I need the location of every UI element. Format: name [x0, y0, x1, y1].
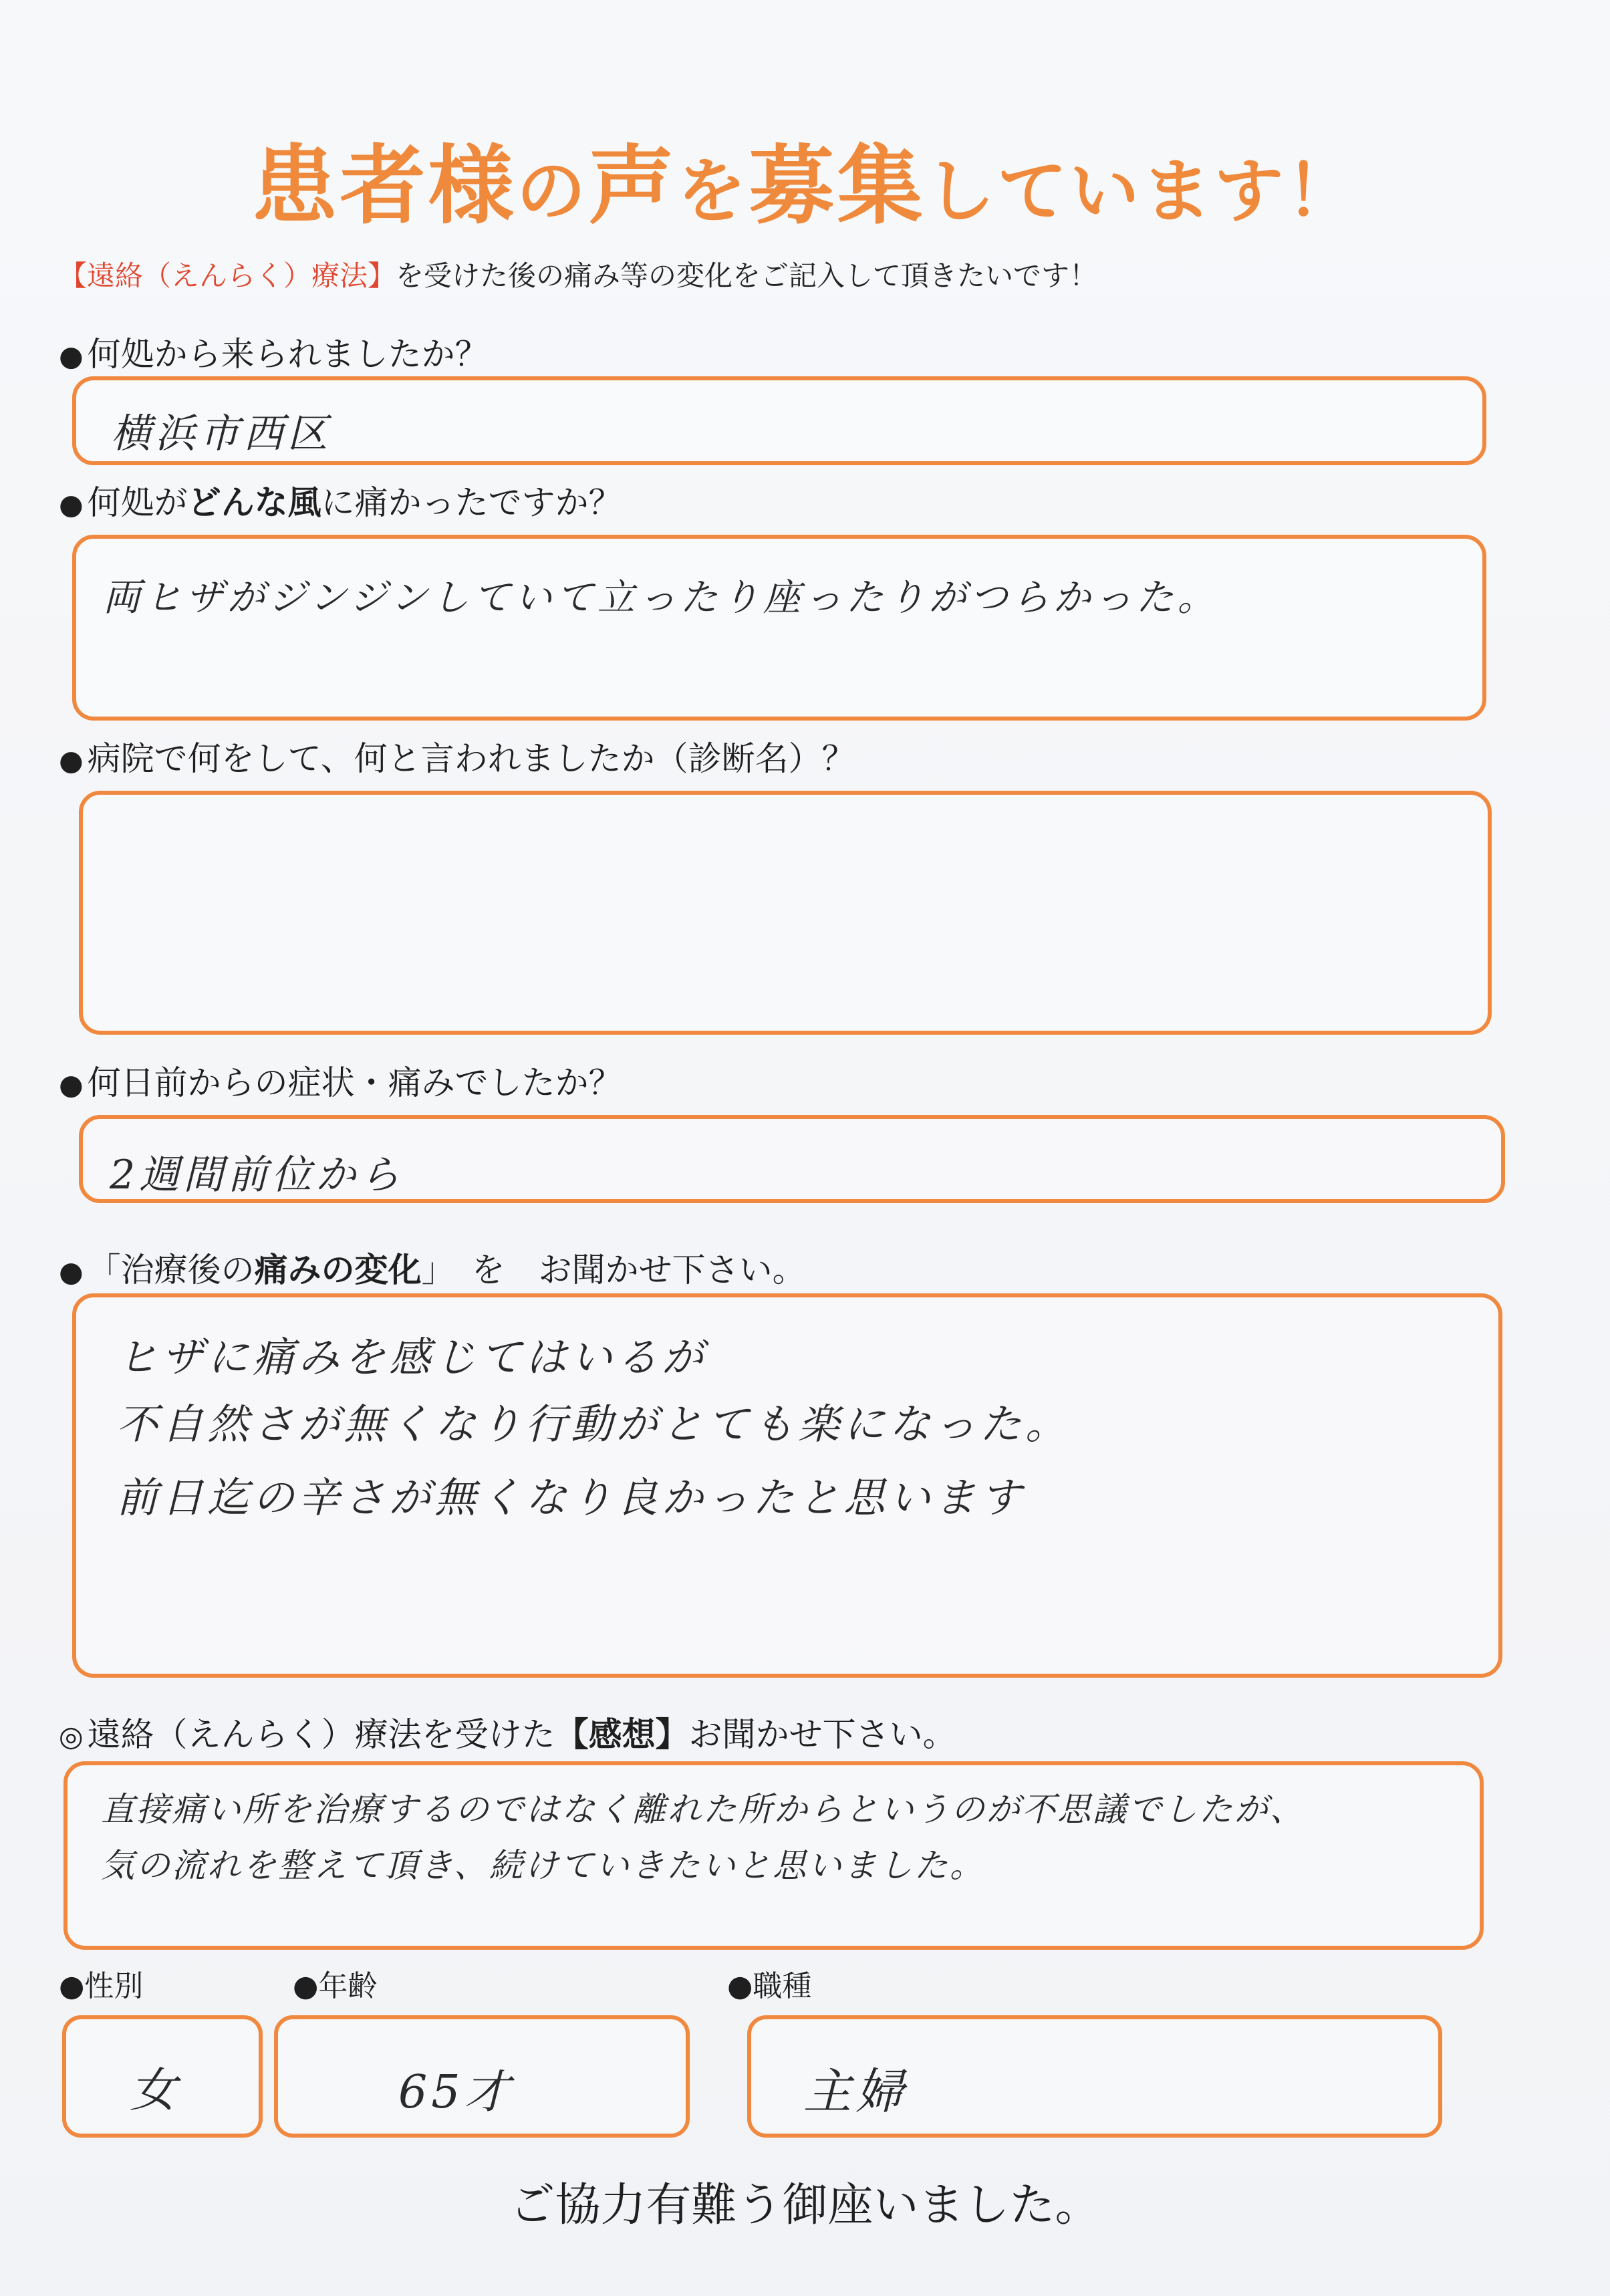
answer-box-diagnosis[interactable]	[79, 791, 1492, 1035]
subtitle-text: を受けた後の痛み等の変化をご記入して頂きたいです！	[396, 259, 1098, 292]
bullet: ●	[59, 1255, 84, 1288]
answer-line: 気の流れを整えて頂き、続けていきたいと思いました。	[101, 1846, 985, 1885]
gender-label	[59, 1962, 143, 2005]
answer-line: ヒザに痛みを感じてはいるが	[116, 1333, 708, 1382]
bullet: ◎	[59, 1720, 84, 1753]
question-label-emphasis: どんな風	[187, 483, 321, 522]
gender-value: 女	[130, 2063, 180, 2118]
age-value: 65才	[398, 2066, 514, 2119]
subtitle	[59, 254, 1097, 294]
answer-line: 不自然さが無くなり行動がとても楽になった。	[116, 1400, 1071, 1448]
question-onset	[59, 1056, 622, 1104]
question-origin	[59, 328, 489, 376]
answer-box-pain-change[interactable]	[72, 1293, 1502, 1678]
question-label: 何日前からの症状・痛みでしたか？	[87, 1063, 622, 1102]
job-label	[727, 1962, 811, 2005]
answer-text: 2週間前位から	[110, 1152, 404, 1198]
question-label: お聞かせ下さい。	[688, 1715, 956, 1754]
question-label: 何処から来られましたか？	[87, 335, 489, 374]
question-label: 病院で何をして、何と言われましたか（診断名）？	[87, 739, 855, 778]
answer-line: 直接痛い所を治療するのではなく離れた所からというのが不思議でしたが、	[101, 1790, 1305, 1829]
subtitle-highlight: 【遠絡（えんらく）療法】	[59, 259, 396, 292]
answer-box-onset[interactable]	[79, 1115, 1505, 1203]
question-label: 」 を お聞かせ下さい。	[421, 1251, 806, 1289]
question-pain-change	[59, 1243, 806, 1291]
title-part: を	[676, 150, 749, 232]
question-label: 何処が	[87, 483, 188, 522]
age-label	[293, 1962, 377, 2005]
job-label-text: 職種	[753, 1969, 812, 2003]
footer-thanks: ご協力有難う御座いました。	[509, 2179, 1101, 2232]
question-impression	[59, 1708, 956, 1756]
age-label-text: 年齢	[318, 1969, 378, 2003]
question-diagnosis	[59, 732, 855, 780]
job-box[interactable]	[747, 2015, 1442, 2138]
title-part: しています！	[925, 150, 1359, 232]
bullet: ●	[59, 1969, 85, 2003]
page-title	[0, 117, 1610, 240]
bullet: ●	[59, 340, 84, 372]
bullet: ●	[727, 1969, 753, 2003]
title-part: 患者様	[251, 136, 517, 236]
answer-text: 両ヒザがジンジンしていて立ったり座ったりがつらかった。	[103, 576, 1219, 620]
question-label: 「治療後の	[87, 1251, 255, 1289]
bullet: ●	[293, 1969, 319, 2003]
age-box[interactable]	[274, 2015, 690, 2138]
title-part: 募集	[749, 136, 926, 236]
answer-line: 前日迄の辛さが無くなり良かったと思います	[116, 1473, 1026, 1522]
gender-box[interactable]	[62, 2015, 263, 2138]
title-part: 声	[588, 136, 677, 236]
answer-text: 横浜市西区	[111, 410, 331, 457]
title-part: の	[516, 150, 589, 232]
question-label-emphasis: 痛みの変化	[254, 1251, 422, 1289]
question-pain-description	[59, 476, 622, 524]
question-label: に痛かったですか？	[321, 483, 622, 522]
question-label-emphasis: 【感想】	[555, 1715, 689, 1754]
bullet: ●	[59, 744, 84, 777]
answer-box-pain-description[interactable]	[72, 535, 1486, 721]
bullet: ●	[59, 1068, 84, 1101]
answer-box-origin[interactable]	[72, 376, 1486, 465]
bullet: ●	[59, 488, 84, 521]
job-value: 主婦	[803, 2063, 908, 2120]
question-label: 遠絡（えんらく）療法を受けた	[87, 1715, 555, 1754]
gender-label-text: 性別	[84, 1969, 144, 2003]
answer-box-impression[interactable]	[63, 1761, 1484, 1950]
